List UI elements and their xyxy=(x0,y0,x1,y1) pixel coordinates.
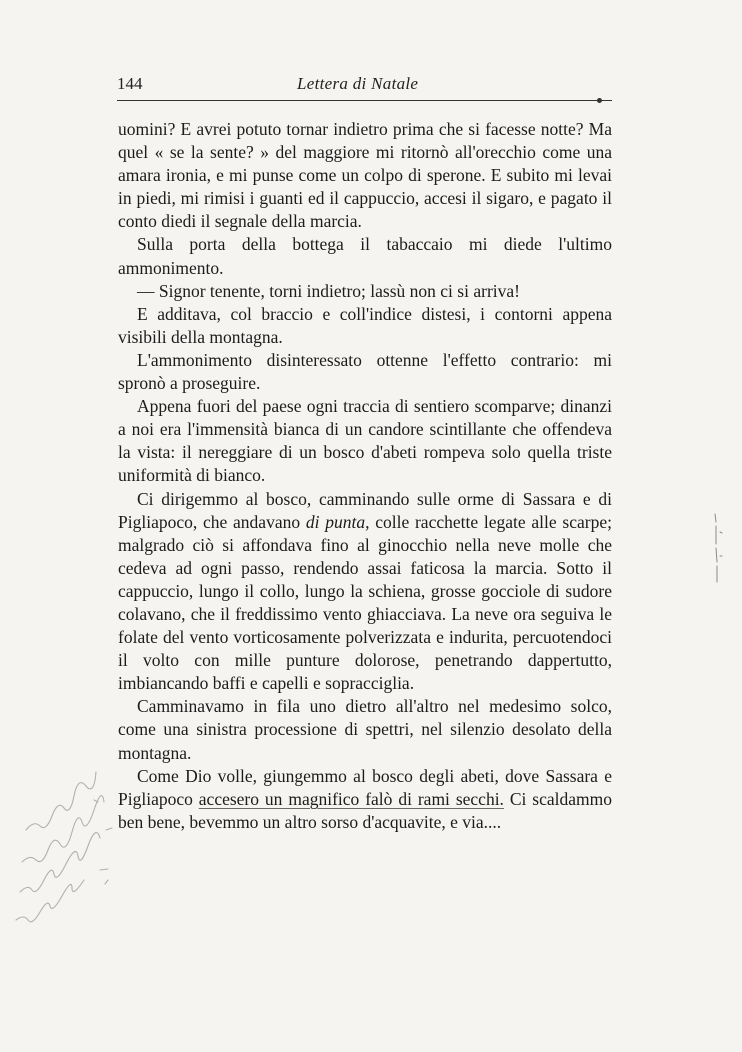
paragraph: uomini? E avrei potuto tornar indietro prima che si facesse notte? Ma quel « se la sente? » del maggiore mi ritornò all'orecchio come una amara ironia, e mi punse come un colpo di sperone. E subito mi levai in piedi, mi rimisi i guanti ed il cappuccio, accesi il sigaro, e pagato il conto diedi il segnale della marcia. xyxy=(118,119,612,232)
pencil-stroke xyxy=(26,772,96,830)
paragraph xyxy=(118,765,612,834)
pencil-stroke xyxy=(20,833,100,892)
paragraph-text: colle racchette legate alle scarpe; malgrado ciò si affondava fino al ginocchio nella neve molle che cedeva ad ogni passo, rendendo assai faticosa la marcia. Sotto il cappuccio, lungo il collo, lungo la schiena, grosse gocciole di sudore colavano, che il freddissimo vento ghiacciava. La neve ora seguiva le folate del vento vorticosamente polverizzata e indurita, percuotendoci il volto con mille punture dolorose, penetrando dappertutto, imbiancando baffi e capelli e sopracciglia. xyxy=(118,511,612,694)
margin-pencil-marks xyxy=(712,512,726,588)
pencil-stroke xyxy=(715,514,717,582)
pencil-stroke xyxy=(16,880,84,922)
body-text xyxy=(118,118,612,834)
paragraph-dialogue: — Signor tenente, torni indietro; lassù non ci si arriva! xyxy=(137,280,520,301)
paragraph xyxy=(118,488,612,696)
paragraph: E additava, col braccio e coll'indice distesi, i contorni appena visibili della montagna. xyxy=(118,303,612,347)
pencil-stroke xyxy=(720,532,722,556)
pencil-underlined-phrase: accesero un magnifico falò di rami secchi. xyxy=(198,788,504,809)
paragraph: Sulla porta della bottega il tabaccaio mi diede l'ultimo ammonimento. xyxy=(118,234,612,278)
paragraph-text: Come Dio volle, giungemmo al bosco degli abeti, dove Sassara e Pigliapoco xyxy=(118,765,612,809)
running-title: Lettera di Natale xyxy=(297,74,419,93)
header-rule xyxy=(117,100,612,101)
italic-phrase: di punta, xyxy=(305,511,370,532)
page-header xyxy=(117,74,612,96)
handwritten-margin-note xyxy=(6,760,126,950)
pencil-stroke xyxy=(22,796,104,862)
paragraph-text: Ci dirigemmo al bosco, camminando sulle orme di Sassara e di Pigliapoco, che andavano xyxy=(118,488,612,532)
paragraph: Camminavamo in fila uno dietro all'altro nel medesimo solco, come una sinistra processione di spettri, nel silenzio desolato della montagna. xyxy=(118,696,612,763)
paragraph-text: Ci scaldammo ben bene, bevemmo un altro sorso d'acquavite, e via.... xyxy=(118,788,613,832)
pencil-stroke xyxy=(94,800,112,884)
page-number: 144 xyxy=(117,74,143,93)
paragraph: L'ammonimento disinteressato ottenne l'effetto contrario: mi spronò a proseguire. xyxy=(118,349,612,394)
paragraph: Appena fuori del paese ogni traccia di sentiero scomparve; dinanzi a noi era l'immensità bianca di un candore scintillante che offendeva la vista: il nereggiare di un bosco d'abeti rompeva solo quella triste uniformità di bianco. xyxy=(118,396,612,486)
